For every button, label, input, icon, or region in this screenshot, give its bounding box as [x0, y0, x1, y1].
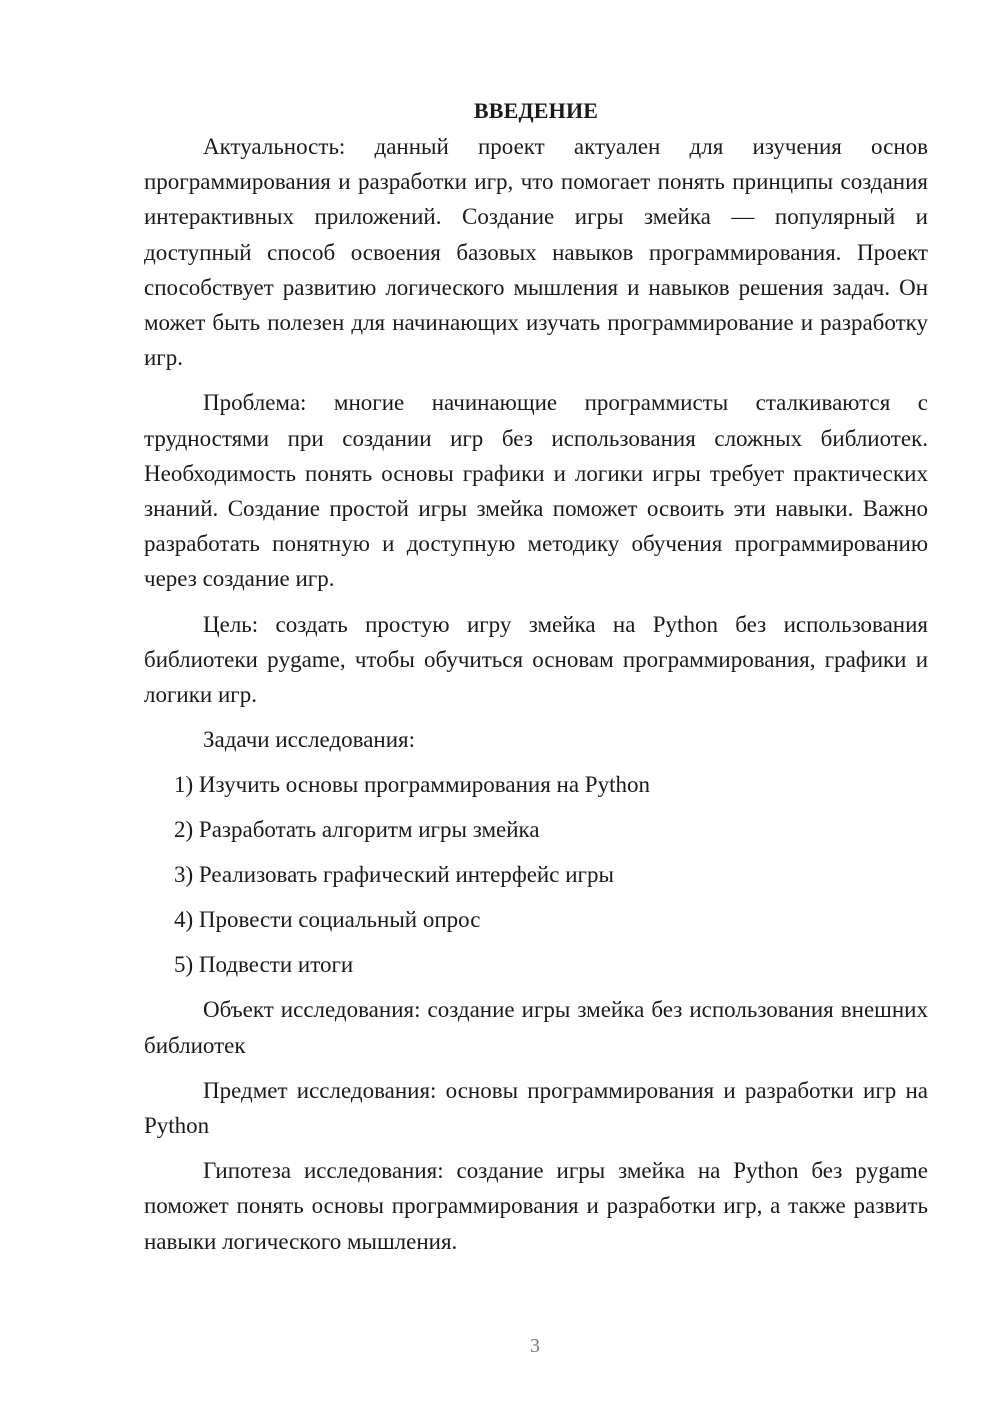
relevance-paragraph: Актуальность: данный проект актуален для изучения основ программирования и разработки игр, что помогает понять принципы создания интерактивных приложений. Создание игры змейка — популярный и доступный способ освоения базовых навыков программирования. Проект способствует развитию логического мышления и навыков решения задач. Он может быть полезен для начинающих изучать программирование и разработку игр. — [144, 134, 928, 371]
page-number: 3 — [530, 1335, 540, 1357]
task-item: 5) Подвести итоги — [174, 952, 354, 978]
task-item: 1) Изучить основы программирования на Python — [174, 772, 650, 798]
task-item: 4) Провести социальный опрос — [174, 907, 481, 933]
goal-paragraph: Цель: создать простую игру змейка на Python без использования библиотеки pygame, чтобы обучиться основам программирования, графики и логики игр. — [144, 611, 928, 708]
subject-paragraph: Предмет исследования: основы программирования и разработки игр на Python — [144, 1077, 928, 1139]
page-content — [144, 93, 928, 1269]
section-heading: ВВЕДЕНИЕ — [473, 98, 599, 123]
tasks-title: Задачи исследования: — [203, 727, 416, 753]
task-item: 3) Реализовать графический интерфейс игры — [174, 862, 614, 888]
tasks-list — [144, 767, 928, 982]
hypothesis-paragraph: Гипотеза исследования: создание игры змейка на Python без pygame поможет понять основы программирования и разработки игр, а также развить навыки логического мышления. — [144, 1158, 928, 1254]
problem-paragraph: Проблема: многие начинающие программисты сталкиваются с трудностями при создании игр без использования сложных библиотек. Необходимость понять основы графики и логики игры требует практических знаний. Создание простой игры змейка поможет освоить эти навыки. Важно разработать понятную и доступную методику обучения программированию через создание игр. — [144, 390, 928, 592]
task-item: 2) Разработать алгоритм игры змейка — [174, 817, 540, 843]
object-paragraph: Объект исследования: создание игры змейка без использования внешних библиотек — [144, 997, 928, 1058]
